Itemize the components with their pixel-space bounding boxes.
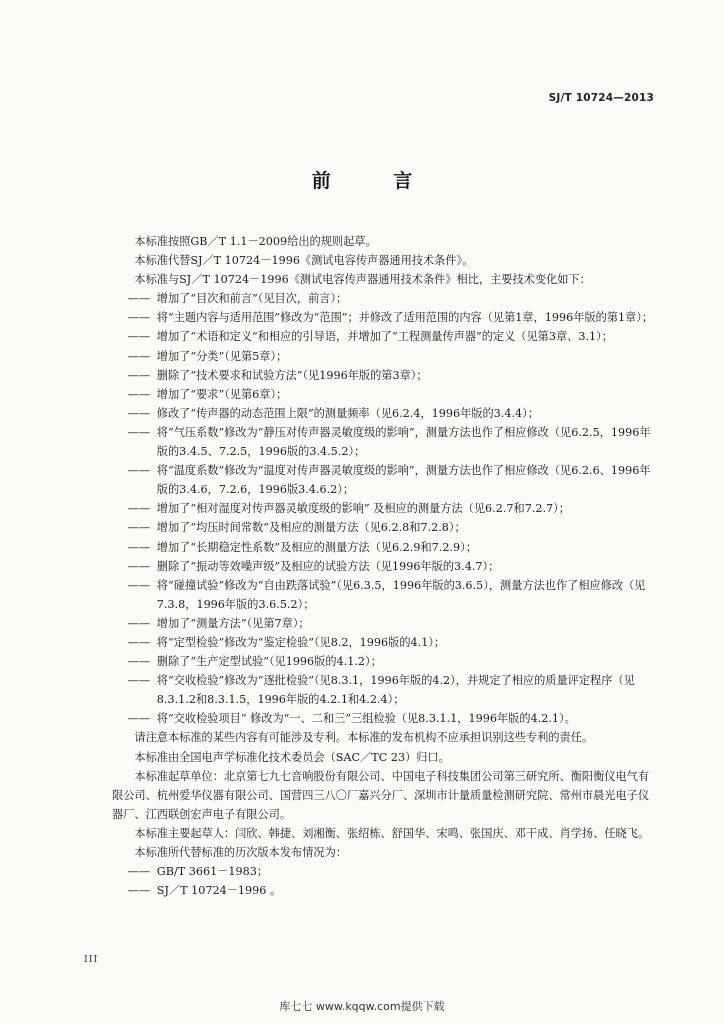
list-dash: —— — [127, 349, 151, 363]
foreword-body — [112, 232, 657, 900]
list-dash: —— — [127, 655, 151, 669]
list-dash: —— — [127, 292, 151, 306]
list-item: —— 修改了“传声器的动态范围上限”的测量频率（见6.2.4，1996年版的3.4.4）； — [112, 404, 657, 423]
list-dash: —— — [127, 330, 151, 344]
changes-list — [112, 289, 657, 728]
list-dash: —— — [127, 884, 151, 898]
page-title: 前 言 — [311, 170, 441, 192]
download-footer: 库七七 www.kqqw.com提供下载 — [279, 1000, 445, 1013]
list-item: —— 增加了“目次和前言”（见目次，前言）； — [112, 289, 657, 308]
list-item: —— GB/T 3661－1983； — [112, 862, 657, 881]
list-dash: —— — [127, 502, 151, 516]
paragraph-drafting-units: 本标准起草单位：北京第七九七音响股份有限公司、中国电子科技集团公司第三研究所、衡阳衡仪电气有限公司、杭州爱华仪器有限公司、国营四三八〇厂嘉兴分厂、深圳市计量质量检测研究院、常州市晨光电子仪器厂、江西联创宏声电子有限公司。 — [112, 769, 650, 821]
history-list — [112, 862, 657, 900]
list-dash: —— — [127, 387, 151, 401]
paragraph-committee: 本标准由全国电声学标准化技术委员会（SAC／TC 23）归口。 — [134, 750, 450, 764]
list-item: —— 将“气压系数”修改为“静压对传声器灵敏度级的影响”，测量方法也作了相应修改（见6.2.5，1996年版的3.4.5、7.2.5，1996版的3.4.5.2）； — [112, 423, 657, 461]
page-number: III — [84, 954, 99, 965]
list-item: —— 增加了“分类”（见第5章）； — [112, 347, 657, 366]
list-dash: —— — [127, 540, 151, 554]
list-item: —— 将“主题内容与适用范围”修改为“范围”；并修改了适用范围的内容（见第1章，1996年版的第1章）； — [112, 308, 657, 327]
list-item: —— 增加了“均压时间常数”及相应的测量方法（见6.2.8和7.2.8）； — [112, 518, 657, 537]
list-item: —— 增加了“要求”（见第6章）； — [112, 385, 657, 404]
list-dash: —— — [127, 521, 151, 535]
list-item: —— 增加了“相对湿度对传声器灵敏度级的影响” 及相应的测量方法（见6.2.7和7.2.7）； — [112, 499, 657, 518]
paragraph-drafting-rules: 本标准按照GB／T 1.1－2009给出的规则起草。 — [134, 235, 377, 248]
list-dash: —— — [127, 578, 151, 592]
list-dash: —— — [127, 712, 151, 726]
list-item: —— 将“交收检验”修改为“逐批检验”（见8.3.1，1996年版的4.2），并规定了相应的质量评定程序（见8.3.1.2和8.3.1.5，1996年版的4.2.1和4.2.4）； — [112, 671, 657, 709]
list-dash: —— — [127, 635, 151, 649]
list-dash: —— — [127, 406, 151, 420]
list-item: —— 将“温度系数”修改为“温度对传声器灵敏度级的影响”，测量方法也作了相应修改（见6.2.6、1996年版的3.4.6，7.2.6，1996版3.4.6.2）； — [112, 461, 657, 499]
paragraph-changes-intro: 本标准与SJ／T 10724－1996《测试电容传声器通用技术条件》相比，主要技术变化如下： — [134, 273, 591, 287]
list-item: —— 将“定型检验”修改为“鉴定检验”（见8.2，1996版的4.1）； — [112, 633, 657, 652]
list-item: —— 删除了“生产定型试验”（见1996版的4.1.2）； — [112, 652, 657, 671]
paragraph-history-intro: 本标准所代替标准的历次版本发布情况为： — [134, 846, 347, 859]
list-item: —— 增加了“长期稳定性系数”及相应的测量方法（见6.2.9和7.2.9）； — [112, 538, 657, 557]
list-item: —— 将“交收检验项目” 修改为“一、二和三”三组检验（见8.3.1.1，1996年版的4.2.1）。 — [112, 709, 657, 728]
list-item: —— 增加了“测量方法”（见第7章）； — [112, 614, 657, 633]
paragraph-patent-notice: 请注意本标准的某些内容有可能涉及专利。本标准的发布机构不应承担识别这些专利的责任。 — [134, 731, 594, 745]
list-item: —— SJ／T 10724－1996 。 — [112, 881, 657, 900]
list-dash: —— — [127, 368, 151, 382]
list-dash: —— — [127, 425, 151, 439]
paragraph-drafters: 本标准主要起草人：闫欣、韩捷、刘湘衡、张绍栋、舒国华、宋鸣、张国庆、邓干成、肖学扬、任晓飞。 — [134, 826, 650, 840]
list-dash: —— — [127, 865, 151, 879]
list-dash: —— — [127, 559, 151, 573]
standard-code: SJ/T 10724—2013 — [548, 92, 654, 104]
list-dash: —— — [127, 616, 151, 630]
list-item: —— 增加了“术语和定义”和相应的引导语，并增加了“工程测量传声器”的定义（见第3章、3.1）； — [112, 327, 657, 346]
list-dash: —— — [127, 674, 151, 688]
list-dash: —— — [127, 464, 151, 478]
list-item: —— 删除了“振动等效噪声级”及相应的试验方法（见1996年版的3.4.7）； — [112, 557, 657, 576]
list-item: —— 删除了“技术要求和试验方法”（见1996年版的第3章）； — [112, 366, 657, 385]
list-dash: —— — [127, 311, 151, 325]
paragraph-replaces: 本标准代替SJ／T 10724－1996《测试电容传声器通用技术条件》。 — [134, 254, 474, 268]
list-item: —— 将“碰撞试验”修改为“自由跌落试验”（见6.3.5，1996年版的3.6.5），测量方法也作了相应修改（见7.3.8，1996年版的3.6.5.2）； — [112, 576, 657, 614]
